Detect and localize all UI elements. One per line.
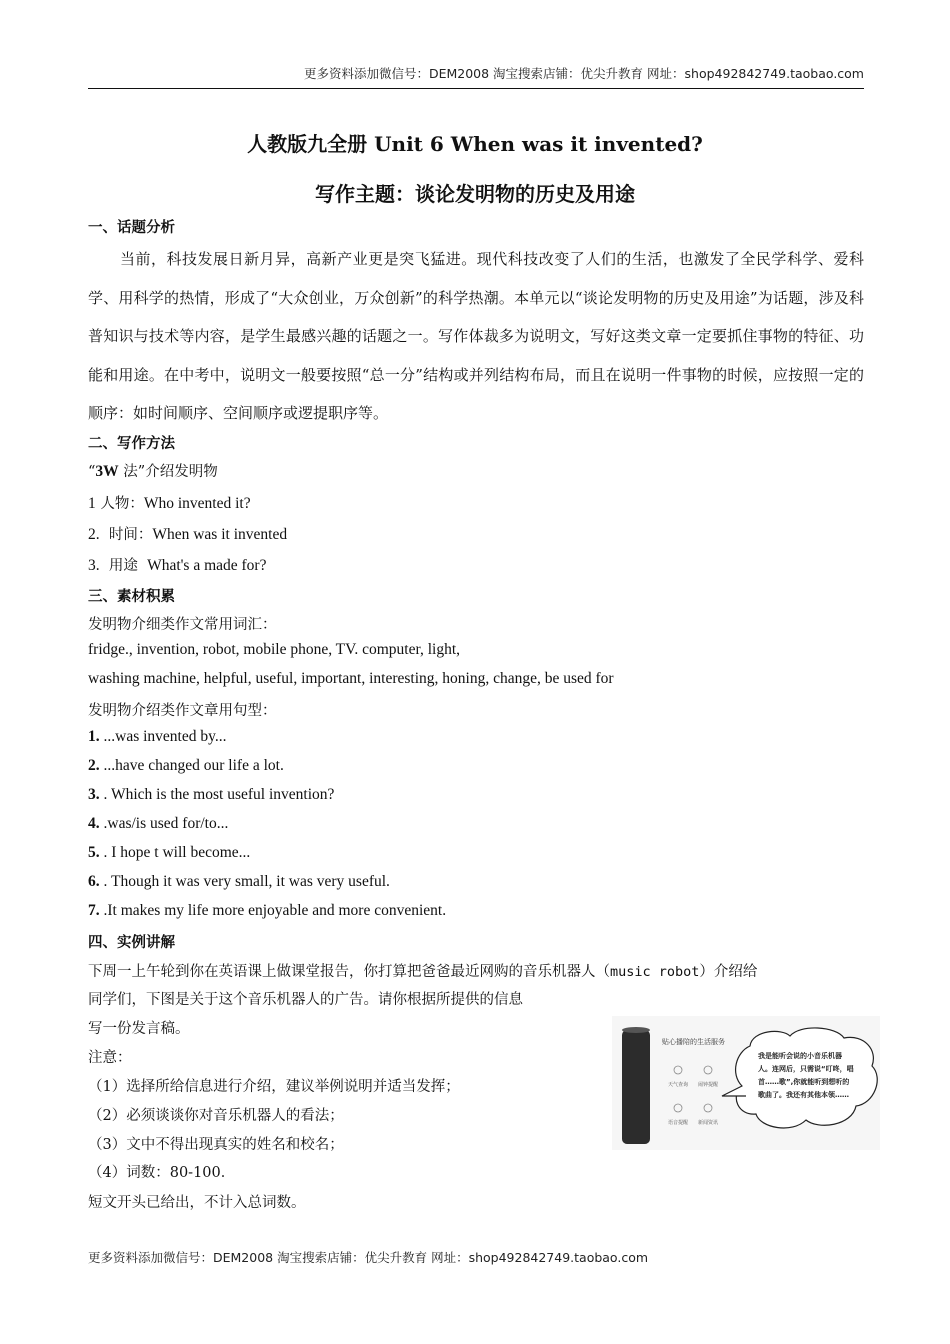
- vocab-label: 发明物介细类作文常用词汇：: [88, 617, 277, 633]
- sentence-item: [88, 728, 226, 746]
- closing-note: 短文开头已给出，不计入总词数。: [88, 1195, 306, 1211]
- bubble-line: 我是能听会说的小音乐机器: [758, 1052, 842, 1060]
- method-item: [88, 492, 251, 513]
- note-item: （2）必须谈谈你对音乐机器人的看法；: [88, 1108, 344, 1124]
- section-heading-topic: 一、话题分析: [88, 220, 175, 236]
- item-cn: 人物：: [95, 496, 144, 512]
- bubble-line: 首……歌”,你就能听到想听的: [758, 1078, 850, 1086]
- sentence-num: 2.: [88, 757, 100, 774]
- sentence-item: [88, 815, 228, 833]
- sentence-item: [88, 902, 446, 920]
- task-line: 同学们，下图是关于这个音乐机器人的广告。请你根据所提供的信息: [88, 992, 523, 1008]
- sentence-num: 6.: [88, 873, 100, 890]
- method-item: [88, 554, 266, 575]
- task-text: ）介绍给: [699, 964, 758, 980]
- method-bold: 3W: [95, 463, 119, 480]
- section-heading-example: 四、实例讲解: [88, 935, 175, 951]
- ad-icon-label: 语音提醒: [668, 1120, 689, 1126]
- ad-panel-title: 贴心播陪的生活服务: [662, 1038, 725, 1046]
- item-en: Who invented it?: [143, 495, 251, 512]
- item-cn: 用途: [99, 558, 148, 574]
- sentence-text: .was/is used for/to...: [99, 815, 229, 832]
- page-header: 更多资料添加微信号：DEM2008 淘宝搜索店铺：优尖升教育 网址：shop492842749.taobao.com: [88, 64, 864, 89]
- item-cn: 时间：: [99, 527, 153, 543]
- item-num: 3.: [88, 557, 100, 574]
- sentence-item: [88, 873, 390, 891]
- item-num: 1: [88, 495, 96, 512]
- item-en: When was it invented: [152, 526, 288, 543]
- vocab-line: fridge., invention, robot, mobile phone, TV. computer, light,: [88, 641, 461, 658]
- task-line: [88, 960, 757, 981]
- task-english-term: music robot: [610, 964, 700, 980]
- document-title: 人教版九全册 Unit 6 When was it invented?: [247, 132, 703, 156]
- method-rest: 法”介绍发明物: [118, 464, 218, 480]
- sentence-item: [88, 786, 334, 804]
- note-item: （4）词数：80-100．: [88, 1165, 236, 1181]
- item-en: What's a made for?: [147, 557, 267, 574]
- sentence-text: . Though it was very small, it was very useful.: [99, 873, 390, 890]
- ad-icon-label: 闹钟提醒: [698, 1082, 719, 1088]
- page-footer: 更多资料添加微信号：DEM2008 淘宝搜索店铺：优尖升教育 网址：shop492842749.taobao.com: [88, 1250, 649, 1265]
- sentence-num: 7.: [88, 902, 100, 919]
- sentence-text: ...was invented by...: [99, 728, 227, 745]
- method-item: [88, 523, 287, 544]
- sentence-num: 4.: [88, 815, 100, 832]
- method-title: [88, 460, 218, 481]
- sentence-num: 5.: [88, 844, 100, 861]
- ad-icon-label: 天气查询: [668, 1082, 689, 1088]
- sentence-text: . Which is the most useful invention?: [99, 786, 335, 803]
- sentence-text: .It makes my life more enjoyable and more convenient.: [99, 902, 447, 919]
- task-text: 下周一上午轮到你在英语课上做课堂报告，你打算把爸爸最近网购的音乐机器人（: [88, 964, 610, 980]
- sentence-label: 发明物介绍类作文章用句型：: [88, 703, 277, 719]
- document-subtitle: 写作主题：谈论发明物的历史及用途: [315, 182, 635, 206]
- music-robot-ad-image: [612, 1016, 880, 1150]
- method-quote: “: [88, 464, 96, 480]
- sentence-num: 3.: [88, 786, 100, 803]
- bubble-line: 歌曲了。我还有其他本领……: [758, 1091, 849, 1099]
- note-item: （1）选择所给信息进行介绍，建议举例说明并适当发挥；: [88, 1079, 460, 1095]
- sentence-item: [88, 757, 284, 775]
- section-heading-material: 三、素材积累: [88, 589, 175, 605]
- section-heading-method: 二、写作方法: [88, 436, 175, 452]
- bubble-line: 人。连网后，只需说“叮咚，唱: [758, 1065, 854, 1073]
- vocab-line: washing machine, helpful, useful, important, interesting, honing, change, be used for: [88, 670, 614, 687]
- speaker-icon: [622, 1030, 650, 1144]
- note-label: 注意：: [88, 1050, 132, 1066]
- ad-icon-label: 新闻资讯: [698, 1120, 719, 1126]
- task-line: 写一份发言稿。: [88, 1021, 190, 1037]
- item-num: 2.: [88, 526, 100, 543]
- sentence-text: . I hope t will become...: [99, 844, 251, 861]
- topic-paragraph: 当前，科技发展日新月异，高新产业更是突飞猛进。现代科技改变了人们的生活，也激发了全民学科学、爱科学、用科学的热情，形成了“大众创业，万众创新”的科学热潮。本单元以“谈论发明物的历史及用途”为话题，涉及科普知识与技术等内容，是学生最感兴趣的话题之一。写作体裁多为说明文，写好这类文章一定要抓住事物的特征、功能和用途。在中考中，说明文一般要按照“总一分”结构或并列结构布局，而且在说明一件事物的时候，应按照一定的顺序：如时间顺序、空间顺序或逻提职序等。: [88, 250, 864, 422]
- note-item: （3）文中不得出现真实的姓名和校名；: [88, 1137, 344, 1153]
- sentence-num: 1.: [88, 728, 100, 745]
- sentence-text: ...have changed our life a lot.: [99, 757, 284, 774]
- sentence-item: [88, 844, 250, 862]
